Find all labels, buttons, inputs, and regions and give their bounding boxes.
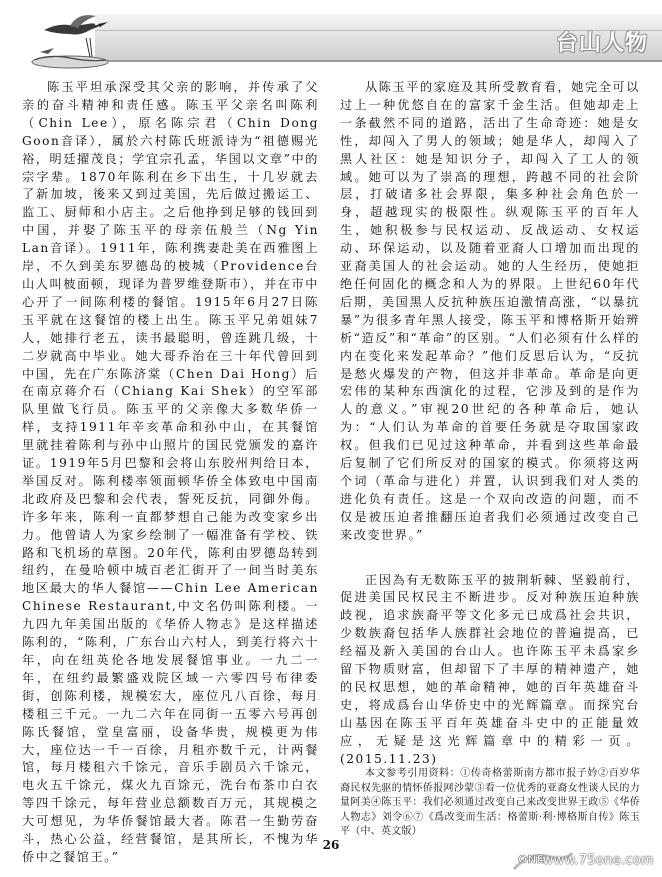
page-number: 26 (322, 838, 340, 852)
article-paragraph: 陈玉平坦承深受其父亲的影响，并传承了父亲的奋斗精神和责任感。陈玉平父亲名叫陈利（Chin Lee），原名陈宗君（Chin Dong Goon音译），属於六村陈氏班派诗为“祖德赐光裕，明廷擢茂良；学宜宗孔孟，华国以文章”中的宗字辈。1870年陈利在乡下出生，十几岁就去了新加坡，後来又到过美国，先后做过搬运工、监工、厨师和小店主。之后他挣到足够的钱回到中国，并娶了陈玉平的母亲伍般兰（Ng Yin Lan音译）。1911年，陈利携妻赴美在西雅图上岸，不久到美东罗德岛的柀城（Providence台山人叫柀面顿，现译为普罗维登斯市），并在市中心开了一间陈利楼的餐馆。1915年6月27日陈玉平就在这餐馆的楼上出生。陈玉平兄弟姐妹7人，她排行老五，读书最聪明，曾连跳几级，十二岁就高中毕业。她大哥乔治在三十年代曾回到中国，先在广东陈济棠（Chen Dai Hong）后在南京蒋介石（Chiang Kai Shek）的空军部队里做飞行员。陈玉平的父亲像大多数华侨一样，支持1911年辛亥革命和孙中山，在其餐馆里就挂着陈利与孙中山照片的国民党颁发的嘉许证。1919年5月巴黎和会将山东胶州判给日本，举国反对。陈利楼率领面顿华侨全体致电中国南北政府及巴黎和会代表，誓死反抗，同御外侮。许多年来，陈利一直都梦想自己能为改变家乡出力。他曾请人为家乡绘制了一幅准备有学校、铁路和飞机场的草图。20年代，陈利由罗德岛转到纽约，在曼哈顿中城百老汇街开了一间当时美东地区最大的华人餐馆——Chin Lee American Chinese Restaurant,中文名仍叫陈利楼。一九四九年美国出版的《华侨人物志》是这样描述陈利的，“陈利，广东台山六村人，到美行将六十年，向在纽英伦各地发展餐馆事业。一九二一年，在纽约最繁盛戏院区域一六零四号布律委街，创陈利楼，规模宏大，座位凡八百徐，每月楼租三千元。一九二六年在同街一五零六号再创陈氏餐馆，堂皇富丽，设备华贵，规模更为伟大，座位达一千一百徐，月租亦数千元，计两餐馆，每月楼租六千馀元，音乐手剧员六千馀元，电火五千馀元，煤火九百馀元，洗台布茶巾白衣等四千馀元，每年营业总额数百万元，其规模之大可想见，为华侨餐馆最大者。陈君一生勤劳奋斗，热心公益，经营餐馆，是其所长，不愧为华侨中之餐馆王。” (22, 80, 319, 864)
article-left-column (22, 79, 319, 867)
page-header (0, 0, 662, 70)
article-right-column (340, 79, 640, 769)
watermark-logo-text: ONE (518, 853, 545, 866)
references-text: 本文参考引用资料：①传奇格蕾斯南方都市报子妗②百岁华裔民权先驱的情怀侨报网沙蒙③看一位优秀的亚裔女性谈人民的力量阿美④陈玉平：我们必须通过改变自己来改变世界王政⑤《华侨人物志》刘令⑥⑦《爲改变而生活：格蕾斯·利·博格斯自传》陈玉平（中、英文版） (340, 768, 640, 838)
references-note (340, 767, 640, 840)
stork-over-river-logo-icon (30, 8, 110, 70)
site-watermark (510, 843, 662, 877)
section-title: 台山人物 (555, 31, 648, 56)
watermark-url: www.75one.com (542, 853, 654, 868)
article-paragraph: 从陈玉平的家庭及其所受教育看，她完全可以过上一种优悠自在的富家千金生活。但她却走上一条截然不同的道路，活出了生命奇迹：她是女性，却闯入了男人的领域；她是华人，却闯入了黑人社区：她是知识分子，却闯入了工人的领域。她可以为了崇高的理想，跨越不同的社会阶层，打破诸多社会界限，集多种社会角色於一身，超越现实的极限性。纵观陈玉平的百年人生，她积极参与民权运动、反战运动、女权运动、环保运动，以及随着亚裔人口增加而出现的亚裔美国人的社会运动。她的人生经历，使她拒绝任何固化的概念和人为的界限。上世纪60年代后期，美国黑人反抗种族压迫激情高涨，“以暴抗暴”为很多青年黑人接受，陈玉平和博格斯开始辨析“造反”和“革命”的区别。“人们必须有什么样的内在变化来发起革命？”他们反思后认为，“反抗是愁火爆发的产物，但这并非革命。革命是向更宏伟的某种东西演化的过程，它涉及到的是作为人的意义。”审视20世纪的各种革命后，她认为：“人们认为革命的首要任务就是夺取国家政权。但我们已见过这种革命，并看到这些革命最后复制了它们所反对的国家的模式。你须将这两个词（革命与进化）并置，认识到我们对人类的进化负有责任。这是一个双向改造的问题，而不仅是被压迫者推翻压迫者我们必须通过改变自己来改变世界。” (340, 80, 640, 542)
article-paragraph: 正因為有无数陈玉平的披荆斩棘、坚毅前行，促进美国民权民主不断进步。反对种族压迫种族歧视，追求族裔平等文化多元已成爲社会共识，少数族裔包括华人族群社会地位的普遍提高，已经福及新入美国的台山人。也许陈玉平未爲家乡留下物质财富，但却留下了丰厚的精神遗产，她的民权思想，她的革命精神，她的百年英雄奋斗史，将成爲台山华侨史中的光辉篇章。而探究台山基因在陈玉平百年英雄奋斗史中的正能量效应，无疑是这光辉篇章中的精彩一页。(2015.11.23) (340, 572, 640, 766)
